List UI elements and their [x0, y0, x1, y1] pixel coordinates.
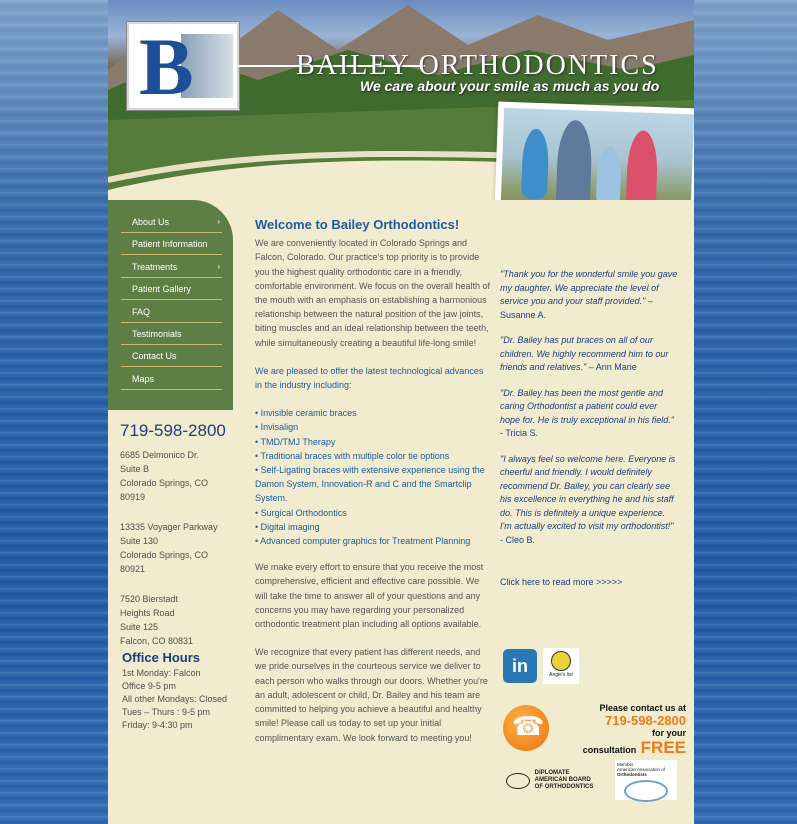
abo-line: AMERICAN BOARD — [534, 777, 591, 783]
cta-phone: 719-598-2800 — [605, 713, 686, 728]
nav-item-label: Testimonials — [132, 328, 182, 339]
aao-line: Orthodontists — [617, 772, 647, 777]
side-nav — [108, 200, 233, 410]
address-line: 80921 — [120, 564, 146, 574]
right-water-backdrop — [694, 0, 797, 824]
address-line: 6685 Delmonico Dr. — [120, 450, 200, 460]
office-hours-title: Office Hours — [122, 650, 201, 665]
address-line: Colorado Springs, CO — [120, 550, 209, 560]
cta-line: consultation — [582, 745, 637, 755]
aao-line: Member — [617, 762, 634, 767]
testimonial-author: – Susanne A. — [500, 296, 653, 320]
chevron-right-icon: › — [217, 261, 220, 271]
hours-line: All other Mondays: Closed — [122, 694, 228, 704]
nav-item-label: Patient Information — [132, 239, 208, 250]
address-line: Colorado Springs, CO — [120, 478, 209, 488]
cta-free: FREE — [640, 738, 686, 757]
nav-item-patient-information[interactable] — [121, 234, 222, 255]
phone-number[interactable]: 719-598-2800 — [120, 421, 226, 440]
address-line: Suite B — [120, 464, 150, 474]
nav-item-patient-gallery[interactable] — [121, 279, 222, 300]
list-item: • Invisalign — [255, 422, 299, 433]
nav-item-about-us[interactable] — [121, 212, 222, 233]
nav-item-testimonials[interactable] — [121, 324, 222, 345]
testimonial — [500, 268, 678, 322]
testimonial-author: - Tricia S. — [500, 428, 539, 438]
testimonial-author: - Cleo B. — [500, 534, 536, 545]
left-water-backdrop — [0, 0, 110, 824]
aao-rings-icon — [624, 780, 668, 802]
list-item: • Invisible ceramic braces — [255, 408, 357, 419]
testimonial — [500, 387, 678, 441]
cta-line: for your — [651, 728, 686, 738]
page-container — [108, 0, 694, 824]
address-line: Suite 125 — [120, 622, 159, 632]
nav-item-faq[interactable] — [121, 302, 222, 323]
angies-list-label: Angie's list — [549, 672, 573, 678]
hours-line: Office 9-5 pm — [122, 681, 176, 691]
read-more-link[interactable]: Click here to read more >>>>> — [500, 577, 623, 587]
logo[interactable] — [127, 22, 239, 110]
page-title: Welcome to Bailey Orthodontics! — [255, 217, 460, 232]
address-line: Falcon, CO 80831 — [120, 636, 194, 646]
nav-item-label: About Us — [132, 217, 170, 227]
abo-line: DIPLOMATE — [534, 770, 570, 776]
abo-logo — [506, 770, 593, 791]
list-item: • Digital imaging — [255, 521, 320, 532]
testimonial-quote: "I always feel so welcome here. Everyone is cheerful and friendly. I would definitely recommend Dr. Bailey, you can clearly see his excellence in everything he and his staff do. This is definitely a unique experience. I'm actually excited to visit my orthodontist!" — [500, 453, 676, 531]
intro-paragraph: We are conveniently located in Colorado Springs and Falcon, Colorado. Our practice's top priority is to provide you the highest quality orthodontic care in a friendly, comfortable environment. We focus on the overall health of the mouth with an emphasis on establishing a harmonious relationship between the natural position of the jaw joints, biting muscles and an ideal relationship between the teeth, while simultaneously creating a beautiful life-long smile! — [255, 238, 490, 348]
logo-letter: B — [139, 21, 194, 112]
address-line: Suite 130 — [120, 536, 159, 546]
abo-mark-icon — [506, 773, 530, 789]
testimonial-quote: "Thank you for the wonderful smile you gave my daughter. We appreciate the level of service you and your staff provided." — [500, 269, 678, 306]
testimonial — [500, 453, 678, 548]
testimonial-author: – Ann Marie — [588, 362, 637, 372]
nav-item-label: Maps — [132, 373, 155, 384]
angies-list-icon[interactable] — [543, 648, 579, 684]
nav-item-contact-us[interactable] — [121, 346, 222, 367]
address-bierstadt — [120, 592, 240, 648]
nav-item-label: Patient Gallery — [132, 284, 192, 295]
cta-line: Please contact us at — [599, 703, 686, 713]
nav-item-label: Treatments — [132, 261, 178, 272]
testimonial — [500, 334, 678, 375]
testimonials — [500, 268, 678, 559]
tech-list — [255, 406, 491, 548]
phone-icon[interactable]: ☎ — [503, 705, 549, 751]
list-item: • Traditional braces with multiple color tie options — [255, 450, 450, 461]
tech-intro: We are pleased to offer the latest technological advances in the industry including: — [255, 365, 484, 391]
care-paragraph: We make every effort to ensure that you receive the most comprehensive, efficient and effective care possible. We will take the time to answer all of your questions and any concerns you may have regarding your personalized orthodontic treatment plan including all options available. — [255, 562, 484, 630]
hours-line: Tues – Thurs : 9-5 pm — [122, 707, 211, 717]
address-delmonico — [120, 448, 240, 504]
address-line: 80919 — [120, 492, 146, 502]
main-content — [255, 218, 491, 759]
nav-item-maps[interactable] — [121, 369, 222, 390]
abo-line: OF ORTHODONTICS — [534, 784, 594, 790]
chevron-right-icon: › — [217, 217, 220, 226]
nav-item-treatments[interactable] — [121, 257, 222, 278]
brand-name-text: BAILEY ORTHODONTICS — [296, 50, 659, 81]
service-paragraph: We recognize that every patient has different needs, and we pride ourselves in the courteous service we deliver to each person who walks through our doors. Whether you're an adult, adolescent or child, Dr. Bailey and his team are committed to helping you achieve a beautiful and healthy smile! Please call us today to set up your initial complimentary exam. We look forward to meeting you! — [255, 647, 488, 743]
address-line: Heights Road — [120, 608, 175, 618]
tagline: We care about your smile as much as you do — [360, 78, 660, 94]
contact-info — [120, 421, 240, 664]
list-item: • Self-Ligating braces with extensive experience using the Damon System, Innovation-R and C and the Smartclip System. — [255, 465, 485, 504]
consultation-cta[interactable] — [551, 703, 686, 758]
testimonial-quote: "Dr. Bailey has put braces on all of our children. We highly recommend him to our friends and relatives." — [500, 335, 669, 372]
address-line: 13335 Voyager Parkway — [120, 522, 218, 532]
family-photo — [494, 102, 694, 200]
hours-line: Friday: 9-4:30 pm — [122, 720, 193, 730]
testimonial-quote: "Dr. Bailey has been the most gentle and caring Orthodontist a patient could ever hope for. He is truly exceptional in his field." — [500, 387, 674, 425]
nav-item-label: FAQ — [132, 306, 151, 317]
list-item: • TMD/TMJ Therapy — [255, 436, 336, 447]
linkedin-icon[interactable]: in — [503, 649, 537, 683]
nav-item-label: Contact Us — [132, 351, 177, 362]
office-hours — [122, 667, 242, 732]
address-voyager — [120, 520, 240, 576]
aao-line: American Association of — [617, 767, 666, 772]
address-line: 7520 Bierstadt — [120, 594, 179, 604]
header-banner — [108, 0, 694, 200]
hours-line: 1st Monday: Falcon — [122, 668, 201, 678]
aao-logo — [615, 760, 677, 800]
list-item: • Surgical Orthodontics — [255, 507, 347, 518]
list-item: • Advanced computer graphics for Treatment Planning — [255, 536, 471, 547]
